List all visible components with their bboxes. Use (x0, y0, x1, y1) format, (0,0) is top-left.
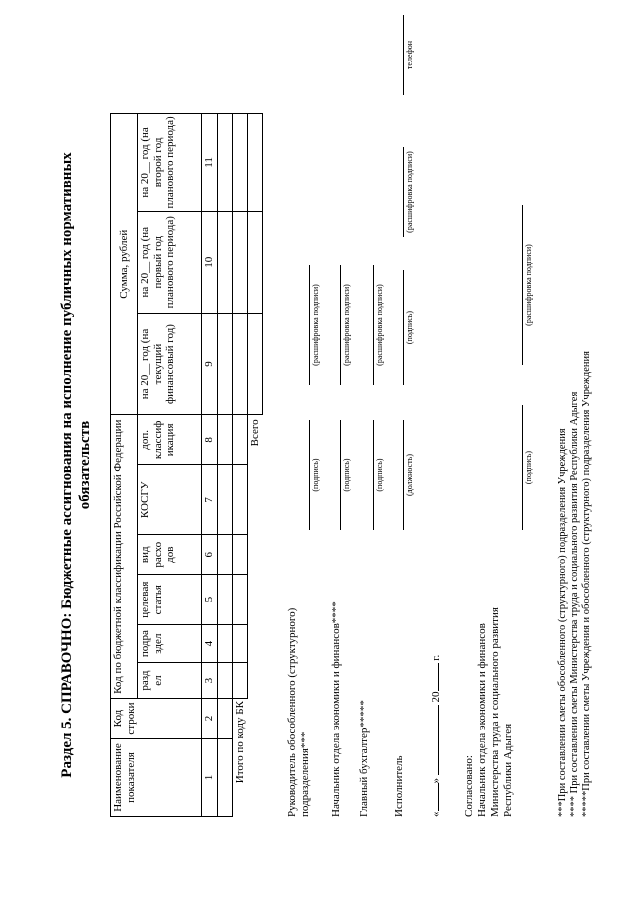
header-target: целевая статья (138, 575, 202, 625)
accountant-decode-caption: (расшифровка подписи) (375, 284, 384, 366)
econ-sign-caption: (подпись) (342, 458, 351, 492)
table-row (217, 114, 232, 817)
section-title: Раздел 5. СПРАВОЧНО: Бюджетные ассигнования на исполнение публичных нормативных обязательств (59, 152, 93, 778)
header-code: Код строки (111, 699, 202, 739)
agreed-decode-caption: (расшифровка подписи) (524, 244, 533, 326)
header-year1: на 20__ год (на текущий финансовый год) (138, 313, 202, 415)
header-vid: вид расхо дов (138, 535, 202, 575)
econ-decode-caption: (расшифровка подписи) (342, 284, 351, 366)
header-name: Наименование показателя (111, 739, 202, 817)
footnote-3: ***При составлении сметы обособленного (структурного) подразделения Учреждения (557, 428, 568, 817)
accountant-sign-caption: (подпись) (375, 458, 384, 492)
col-num: 7 (202, 465, 218, 535)
header-razdel: разд ел (138, 663, 202, 699)
total-label: Всего (248, 419, 261, 447)
col-num: 3 (202, 663, 218, 699)
agreed-sign-caption: (подпись) (524, 450, 533, 485)
col-num: 10 (202, 211, 218, 313)
footnote-5: *****При составлении сметы Учреждения и обособленного (структурного) подразделения Учреждения (581, 351, 592, 817)
date-line: «» 20 г. (430, 654, 442, 817)
header-sum-group: Сумма, рублей (111, 114, 138, 415)
total-bk-row (232, 114, 247, 817)
head-decode-caption: (расшифровка подписи) (311, 284, 320, 366)
head-label: Руководитель обособленного (структурного) подразделения*** (286, 607, 311, 817)
appropriations-table (110, 113, 263, 817)
col-num: 8 (202, 415, 218, 465)
col-num: 1 (202, 739, 218, 817)
header-dop: доп. классиф икация (138, 415, 202, 465)
head-sign-caption: (подпись) (311, 458, 320, 492)
header-year3: на 20__ год (на второй год планового периода) (138, 114, 202, 212)
executor-phone-caption: телефон (405, 40, 414, 70)
header-bk-group: Код по бюджетной классификации Российской Федерации (111, 415, 138, 699)
total-row (247, 114, 262, 817)
executor-decode-caption: (расшифровка подписи) (405, 151, 414, 233)
executor-sign-caption: (подпись) (405, 310, 414, 345)
header-kosgu: КОСГУ (138, 465, 202, 535)
accountant-label: Главный бухгалтер***** (358, 700, 370, 817)
col-num: 6 (202, 535, 218, 575)
total-bk-label: Итого по коду БК (233, 701, 246, 784)
econ-label: Начальник отдела экономики и финансов**** (330, 601, 342, 817)
executor-label: Исполнитель (393, 755, 405, 817)
header-podrazdel: подра здел (138, 625, 202, 663)
col-num: 9 (202, 313, 218, 415)
column-numbers-row (202, 114, 218, 817)
col-num: 4 (202, 625, 218, 663)
col-num: 11 (202, 114, 218, 212)
col-num: 5 (202, 575, 218, 625)
col-num: 2 (202, 699, 218, 739)
agreed-block: Согласовано: Начальник отдела экономики и финансов Министерства труда и социального развития Республики Адыгея (463, 607, 514, 817)
executor-position-caption: (должность) (405, 454, 414, 496)
header-year2: на 20__ год (на первый год планового периода) (138, 211, 202, 313)
footnote-4: **** При составлении сметы Министерства труда и социального развития Республики Адыгея (569, 391, 580, 817)
